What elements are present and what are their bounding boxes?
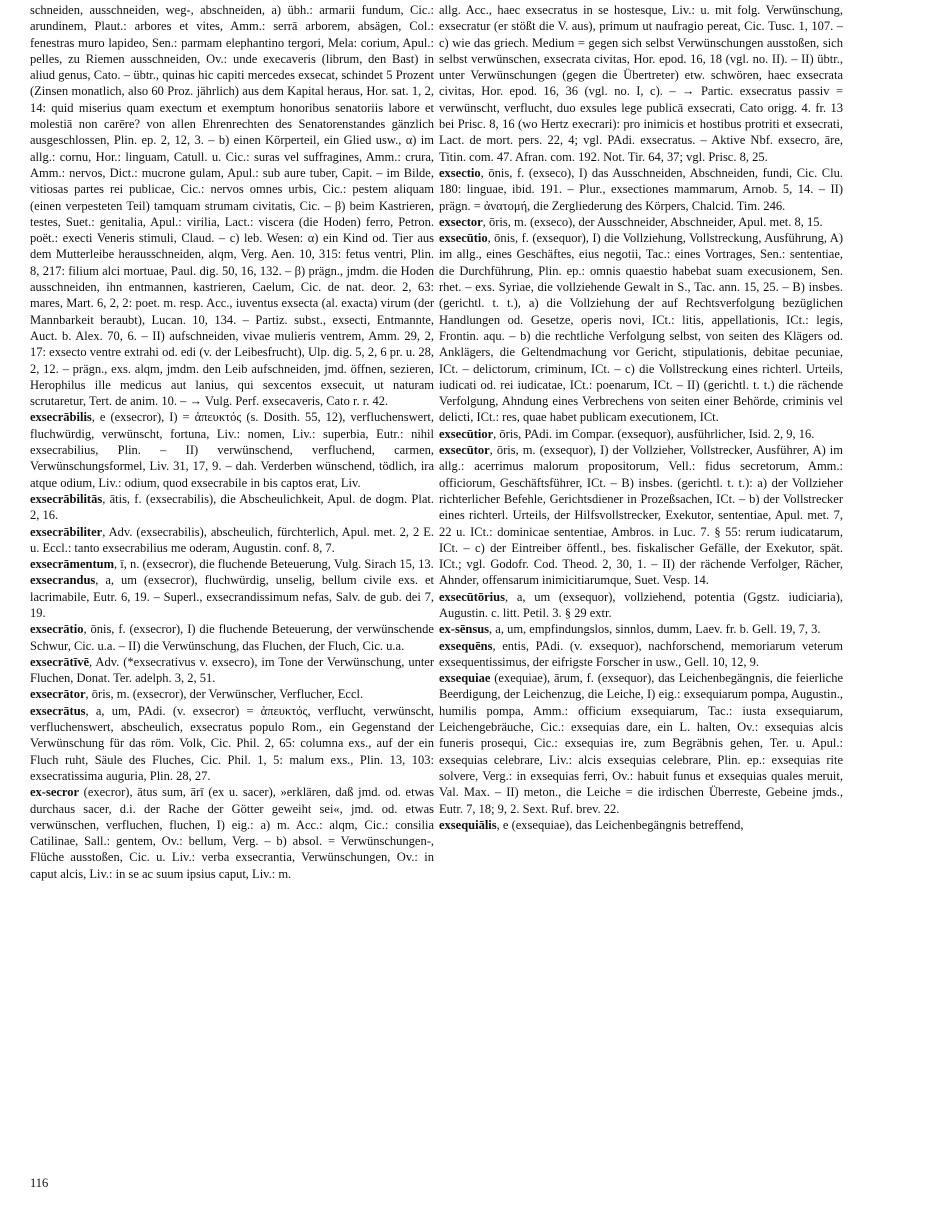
entry-body: , e (exsequiae), das Leichenbegängnis betreffend, xyxy=(496,817,744,832)
entry-headword: exsector xyxy=(439,214,483,229)
dictionary-entry xyxy=(439,230,843,426)
entry-headword: exsecūtor xyxy=(439,443,490,458)
dictionary-entry xyxy=(439,442,843,589)
dictionary-entry xyxy=(30,491,434,524)
entry-headword: exsecūtōrius xyxy=(439,589,505,604)
entry-headword: exsecrābiliter xyxy=(30,524,103,539)
page-number: 116 xyxy=(30,1176,49,1190)
entry-body: , ōnis, f. (exsequor), I) die Vollziehung, Vollstreckung, Ausführung, A) im allg., eines Geschäftes, eius negotii, Tac.: eines Vortrages, Sen.: sententiae, die Durchführung, Plin. ep.: omnis quaestio habebat suam execusionem, Sen. rhet. – exs. Syriae, die vollziehende Gewalt in S., Tac. ann. 15, 25. – B) insbes. (gerichtl. t. t.), a) die Vollziehung der auf Rechtsverfolgung bezüglichen Handlungen od. Gesetze, operis novi, ICt.: litis, appellationis, ICt.: legis, Frontin. aqu. – b) die rechtliche Verfolgung selbst, von seiten des Klägers od. Anklägers, die Geltendmachung vor Gericht, stipulationis, debitae pecuniae, ICt. – delictorum, criminum, ICt. – c) die Vollstreckung eines richterl. Urteils, iudicati od. rei iudicatae, ICt.: poenarum, ICt. – II) (gerichtl. t. t.) die rächende Verfolgung, Ahndung eines Verbrechens von seiten einer Behörde, criminis vel delicti, ICt.: res, quae habet publicam executionem, ICt. xyxy=(439,231,843,425)
entry-body: , Adv. (exsecrabilis), abscheulich, fürchterlich, Apul. met. 2, 2 E. u. Eccl.: tanto exsecrabilius me oderam, Augustin. conf. 8, 7. xyxy=(30,524,434,555)
entry-body: , ōris, m. (exsecror), der Verwünscher, Verflucher, Eccl. xyxy=(85,687,364,702)
right-column xyxy=(439,2,843,833)
entry-headword: exsecrātīvē xyxy=(30,654,89,669)
entry-headword: exsecrātus xyxy=(30,703,86,718)
dictionary-entry xyxy=(30,686,434,702)
entry-headword: exsequiālis xyxy=(439,817,497,832)
entry-headword: exsecrandus xyxy=(30,573,96,588)
dictionary-entry xyxy=(30,621,434,654)
entry-headword: ex-secror xyxy=(30,785,80,800)
entry-body: , ātis, f. (exsecrabilis), die Abscheulichkeit, Apul. de dogm. Plat. 2, 16. xyxy=(30,491,434,523)
entry-headword: exsequiae xyxy=(439,671,491,686)
dictionary-entry xyxy=(30,2,434,409)
entry-headword: ex-sēnsus xyxy=(439,622,490,637)
dictionary-entry xyxy=(30,654,434,687)
entry-body: , ōnis, f. (exsecror), I) die fluchende Beteuerung, der verwünschende Schwur, Cic. u.a. – II) die Verwünschung, das Fluchen, der Fluch, Cic. u.a. xyxy=(30,622,434,653)
entry-body: , e (exsecror), I) = ἀπευκτός (s. Dosith. 55, 12), verfluchenswert, fluchwürdig, verwünscht, fortuna, Liv.: nomen, Liv.: superbia, Eutr.: nihil exsecrabilius, Plin. – II) verwünschend, verfluchend, carmen, Verwünschungsformel, Liv. 31, 17, 9. – dah. Verderben wünschend, tödlich, ira atque odium, Liv.: odium, quod exsecrabile in bis captos erat, Liv. xyxy=(30,410,434,490)
entry-body: , ī, n. (exsecror), die fluchende Beteuerung, Vulg. Sirach 15, 13. xyxy=(114,557,434,572)
entry-headword: exsecrātor xyxy=(30,687,86,702)
dictionary-entry xyxy=(439,589,843,622)
entry-body: , a, um (exsequor), vollziehend, potentia (Ggstz. iudiciaria), Augustin. c. litt. Petil. 3. § 29 extr. xyxy=(439,589,843,620)
entry-body: , ōris, PAdi. im Compar. (exsequor), ausführlicher, Isid. 2, 9, 16. xyxy=(493,426,815,441)
dictionary-entry xyxy=(439,670,843,817)
entry-body: , a, um (exsecror), fluchwürdig, unselig, bellum civile exs. et lacrimabile, Eutr. 6, 19. – Superl., exsecrandissimum nefas, Salv. de gub. dei 7, 19. xyxy=(30,573,434,620)
dictionary-entry xyxy=(30,556,434,572)
entry-body: allg. Acc., haec exsecratus in se hostesque, Liv.: u. mit folg. Verwünschung, exsecratur (er stößt die V. aus), primum ut naufragio pereat, Cic. Tusc. 1, 107. – c) wie das griech. Medium = gegen sich selbst Verwünschungen ausstoßen, sich selbst verwünschen, exsecrata civitas, Hor. epod. 16, 18 (vgl. no. II). – II) übtr., unter Verwünschungen (gegen die Übertreter) etw. schwören, haec exsecrata civitas, Hor. epod. 16, 36 (vgl. no. I, c). – → Partic. exsecratus passiv = verwünscht, verflucht, duo exsules lege publicā exsecrati, Cato origg. 4. fr. 13 bei Prisc. 8, 16 (wo Hertz execrari): pro inimicis et hostibus protriti et exsecrati, Lact. de mort. pers. 22, 4; vgl. PAdi. exsecratus. – Aktive Nbf. exsecro, āre, Titin. com. 47. Afran. com. 192. Not. Tir. 64, 37; vgl. Prisc. 8, 25. xyxy=(439,3,843,164)
dictionary-entry xyxy=(439,638,843,671)
entry-headword: exsecrātio xyxy=(30,622,84,637)
entry-body: , a, um, empfindungslos, sinnlos, dumm, Laev. fr. b. Gell. 19, 7, 3. xyxy=(489,622,821,637)
dictionary-entry xyxy=(439,621,843,637)
entry-headword: exsecūtior xyxy=(439,426,494,441)
entry-body: , entis, PAdi. (v. exsequor), nachforschend, memoriarum veterum exsequentissimus, der eifrigste Forscher in usw., Gell. 10, 12, 9. xyxy=(439,638,843,669)
entry-headword: exsectio xyxy=(439,165,481,180)
entry-body: , ōris, m. (exseco), der Ausschneider, Abschneider, Apul. met. 8, 15. xyxy=(482,214,823,229)
entry-body: , ōnis, f. (exseco), I) das Ausschneiden, Abschneiden, fundi, Cic. Clu. 180: linguae, ibid. 191. – Plur., exsectiones mammarum, Arnob. 5, 14. – II) prägn. = ἀνατομή, die Zergliederung des Körpers, Chalcid. Tim. 246. xyxy=(439,165,843,213)
dictionary-entry xyxy=(439,214,843,230)
dictionary-entry xyxy=(30,784,434,882)
entry-headword: exsequēns xyxy=(439,638,493,653)
dictionary-entry xyxy=(439,165,843,214)
entry-body: (execror), ātus sum, ārī (ex u. sacer), »erklären, daß jmd. od. etwas durchaus sacer, d.i. der Rache der Götter geweiht sei«, jmd. od. etwas verwünschen, verfluchen, fluchen, I) eig.: a) m. Acc.: alqm, Cic.: consilia Catilinae, Sall.: gentem, Ov.: bellum, Verg. – b) absol. = Verwünschungen-, Flüche ausstoßen, Cic. u. Liv.: verba exsecrantia, Verwünschungen, Ov.: in caput alcis, Liv.: in se ac suum ipsius caput, Liv.: m. xyxy=(30,785,434,881)
entry-body: (exequiae), ārum, f. (exsequor), das Leichenbegängnis, die feierliche Beerdigung, der Leichenzug, die Leiche, I) eig.: exsequiarum pompa, Augustin., humilis pompa, Amm.: officium exsequiarum, Tac.: iusta exsequiarum, Leichengebräuche, Cic.: exsequias dare, ein L. halten, Ov.: exsequias alcis funeris prosequi, Cic.: exsequias ire, zum Begräbnis gehen, Ter. u. Apul.: exsequias celebrare, Liv.: alcis exsequias celebrare, Plin. ep.: exsequias rite solvere, Verg.: in exsequias ferri, Ov.: habuit funus et exsequias quales meruit, Val. Max. – II) meton., die Leiche = die irdischen Überreste, Gebeine jmds., Eutr. 7, 18; 9, 2. Sext. Ruf. brev. 22. xyxy=(439,671,843,816)
dictionary-entry xyxy=(30,572,434,621)
entry-body: , a, um, PAdi. (v. exsecror) = ἀπευκτός, verflucht, verwünscht, verfluchenswert, abscheulich, exsecratus populo Rom., ein Gegenstand der Verwünschung für das röm. Volk, Cic. Phil. 2, 65: columna exs., auf der ein Fluch ruht, Säule des Fluches, Cic. Phil. 1, 5: malum exs., Plin. 13, 103: exsecratissima auguria, Plin. 28, 27. xyxy=(30,703,434,783)
dictionary-entry xyxy=(439,426,843,442)
entry-headword: exsecrābilis xyxy=(30,410,92,425)
dictionary-entry xyxy=(30,524,434,557)
dictionary-entry xyxy=(30,703,434,784)
entry-body: schneiden, ausschneiden, weg-, abschneiden, a) übh.: armarii fundum, Cic.: arundinem, Plaut.: arbores et vites, Amm.: serrā arborem, absägen, Col.: fenestras muro lapideo, Sen.: parmam elephantino tergori, Mela: corium, Apul.: pelles, zu Riemen ausschneiden, Ov.: unde execaveris (librum, den Bast) in aliud genus, Cato. – übtr., quinas hic capiti mercedes exsecat, schindet 5 Prozent (Zinsen monatlich, also 60 Proz. jährlich) aus dem Kapital heraus, Hor. sat. 1, 2, 14: quid miserius quam exectum et exemptum honoribus senatoriis labore et molestiā non carēre? von allen Ehrenrechten des Senatorenstandes gänzlich ausgeschlossen, Plin. ep. 2, 12, 3. – b) einen Körperteil, ein Glied usw., α) im allg.: cornu, Hor.: linguam, Catull. u. Cic.: suras vel suffragines, Amm.: crura, Amm.: nervos, Dict.: mucrone gulam, Apul.: sub aure tuber, Capit. – im Bilde, vitiosas partes rei publicae, Cic.: nervos omnes urbis, Cic.: pestem aliquam (einen verpesteten Teil) tamquam strumam civitatis, Cic. – β) beim Kastrieren, testes, Suet.: genitalia, Apul.: virilia, Lact.: viscera (die Hoden) ferro, Petron. poët.: execti Veneris stimuli, Claud. – c) leb. Wesen: α) ein Kind od. Tier aus dem Mutterleibe herausschneiden, alqm, Verg. Aen. 10, 315: fetus ventri, Plin. 8, 217: filium alci mortuae, Paul. dig. 50, 16, 132. – β) prägn., jmdm. die Hoden ausschneiden, ihn entmannen, kastrieren, Caelum, Cic. de nat. deor. 2, 63: mares, Mart. 6, 2, 2: poet. m. resp. Acc., iuventus exsecta (al. exacta) virum (der Mannbarkeit beraubt), Lucan. 10, 134. – Partiz. subst., exsecti, Entmannte, Auct. b. Alex. 70, 6. – II) aufschneiden, vivae mulieris ventrem, Amm. 29, 2, 17: exsecto ventre extrahi od. edi (v. der Leibesfrucht), Ulp. dig. 5, 2, 6 pr. u. 28, 2, 12. – prägn., exs. alqm, jmdm. den Leib aufschneiden, jmd. öffnen, sezieren, Herophilus ille medicus aut lanius, qui sexcentos exsecuit, ut naturam scrutaretur, Tert. de anim. 10. – → Vulg. Perf. exsecaveris, Cato r. r. 42. xyxy=(30,3,434,409)
entry-headword: exsecrāmentum xyxy=(30,557,114,572)
entry-headword: exsecūtio xyxy=(439,231,488,246)
dictionary-entry xyxy=(439,817,843,833)
dictionary-entry xyxy=(30,409,434,490)
dictionary-entry xyxy=(439,2,843,165)
entry-body: , ōris, m. (exsequor), I) der Vollzieher, Vollstrecker, Ausführer, A) im allg.: acerrimus malorum propositorum, Vell.: fidus secretorum, Amm.: officiorum, Geschäftsführer, ICt. – B) insbes. (gerichtl. t. t.): a) der Vollzieher richterlicher Befehle, Gerichtsdiener in Prozeßsachen, ICt. – b) der Vollstrecker eines richterl. Urteils, der Hilfsvollstrecker, Exekutor, sententiae, Apul. met. 7, 22 u. ICt.: dominicae sententiae, Ambros. in Luc. 7. § 55: rerum iudicatarum, ICt. – c) der Eintreiber öffentl., bes. fiskalischer Gefälle, der Exekutor, spät. ICt.; vgl. Godofr. Cod. Theod. 2, 30, 1. – II) der rächende Verfolger, Rächer, Ahnder, offensarum inimicitiarumque, Suet. Vesp. 14. xyxy=(439,443,843,588)
entry-headword: exsecrābilitās xyxy=(30,491,103,506)
entry-body: , Adv. (*exsecrativus v. exsecro), im Tone der Verwünschung, unter Fluchen, Donat. Ter. adelph. 3, 2, 51. xyxy=(30,654,434,686)
left-column xyxy=(30,2,434,882)
